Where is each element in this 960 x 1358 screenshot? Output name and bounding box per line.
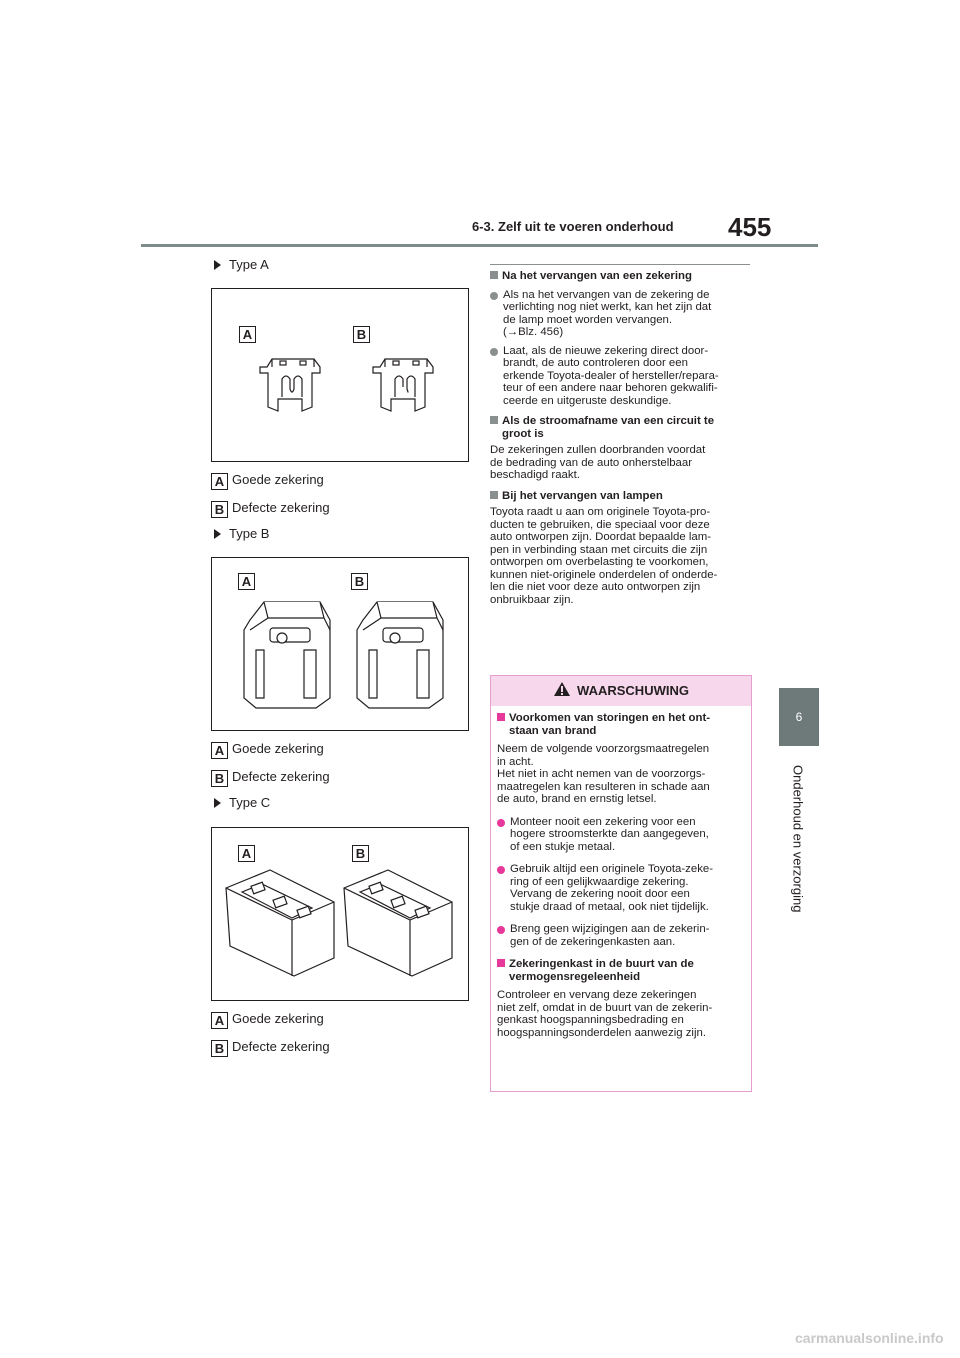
- warning-triangle-icon: [553, 681, 571, 697]
- figure-label-a: A: [239, 326, 256, 343]
- para-lamps: Toyota raadt u aan om originele Toyota-pro- ducten te gebruiken, die speciaal voor deze auto ontworpen zijn. Doordat bepaalde lam- pen in verbinding staan met circuits die zijn ontworpen om overbelasting te voorkomen, kunnen niet-originele onderdelen of onderde- len die niet voor deze auto ontworpen zijn onbruikbaar zijn.: [490, 506, 718, 606]
- legend-bad-text: Defecte zekering: [232, 1039, 330, 1054]
- square-bullet-icon: [497, 713, 505, 721]
- header-rule: [141, 244, 818, 247]
- section-after-replacing: [490, 270, 752, 606]
- bullet-lamp: Als na het vervangen van de zekering de verlichting nog niet werkt, kan het zijn dat de lamp moet worden vervangen. (→Blz. 456): [490, 289, 752, 339]
- warning-header: [491, 676, 751, 706]
- warning-heading-fire: Voorkomen van storingen en het ont- staan van brand: [497, 712, 749, 737]
- legend-b-good: [211, 741, 324, 759]
- figure-label-b: B: [352, 845, 369, 862]
- square-bullet-icon: [490, 416, 498, 424]
- chapter-tab[interactable]: 6: [779, 688, 819, 746]
- legend-bad-text: Defecte zekering: [232, 500, 330, 515]
- warning-box: [490, 675, 752, 1092]
- legend-label-b: B: [211, 1040, 228, 1057]
- type-a-title: Type A: [229, 257, 269, 272]
- warning-bullet-modify: Breng geen wijzigingen aan de zekerin- gen of de zekeringenkasten aan.: [497, 923, 749, 948]
- heading-current-draw: Als de stroomafname van een circuit te groot is: [490, 415, 752, 440]
- square-bullet-icon: [490, 271, 498, 279]
- figure-label-b: B: [351, 573, 368, 590]
- arrow-icon: [214, 260, 221, 270]
- figure-label-b: B: [353, 326, 370, 343]
- fuse-type-c-illustration: [212, 828, 468, 1000]
- para-current-draw: De zekeringen zullen doorbranden voordat de bedrading van de auto onherstelbaar beschadigd raakt.: [490, 444, 706, 481]
- warning-title: WAARSCHUWING: [577, 683, 689, 698]
- section-rule: [490, 264, 750, 265]
- legend-bad-text: Defecte zekering: [232, 769, 330, 784]
- chapter-label-container: [768, 765, 828, 965]
- circle-bullet-icon: [497, 866, 505, 874]
- watermark: carmanualsonline.info: [795, 1330, 944, 1346]
- circle-bullet-icon: [490, 292, 498, 300]
- warning-heading-pcu: Zekeringenkast in de buurt van de vermogensregeleenheid: [497, 958, 749, 983]
- figure-label-a: A: [238, 573, 255, 590]
- page-number: 455: [728, 212, 772, 242]
- square-bullet-icon: [497, 959, 505, 967]
- fuse-type-b-illustration: [212, 558, 468, 730]
- fuse-type-a-illustration: [212, 289, 468, 461]
- legend-b-bad: [211, 769, 330, 787]
- circle-bullet-icon: [497, 926, 505, 934]
- warning-para-precautions: Neem de volgende voorzorgsmaatregelen in acht. Het niet in acht nemen van de voorzorgs- maatregelen kan resulteren in schade aan de auto, brand en ernstig letsel.: [497, 743, 710, 805]
- bullet-dealer: Laat, als de nieuwe zekering direct door- brandt, de auto controleren door een erkende Toyota-dealer of hersteller/repara- teur of een andere naar behoren gekwalifi- ceerde en uitgeruste deskundige.: [490, 345, 752, 408]
- type-c-heading: [214, 795, 270, 810]
- legend-label-a: A: [211, 742, 228, 759]
- legend-good-text: Goede zekering: [232, 472, 324, 487]
- type-b-title: Type B: [229, 526, 270, 541]
- type-a-heading: [214, 257, 269, 272]
- legend-good-text: Goede zekering: [232, 1011, 324, 1026]
- circle-bullet-icon: [490, 348, 498, 356]
- heading-after-replacing: Na het vervangen van een zekering: [490, 270, 752, 283]
- circle-bullet-icon: [497, 819, 505, 827]
- legend-a-bad: [211, 500, 330, 518]
- warning-content: [497, 712, 749, 1039]
- square-bullet-icon: [490, 491, 498, 499]
- legend-label-b: B: [211, 501, 228, 518]
- legend-label-b: B: [211, 770, 228, 787]
- arrow-icon: [214, 798, 221, 808]
- figure-type-b: [211, 557, 469, 731]
- figure-label-a: A: [238, 845, 255, 862]
- figure-type-c: [211, 827, 469, 1001]
- legend-c-bad: [211, 1039, 330, 1057]
- heading-lamps: Bij het vervangen van lampen: [490, 490, 752, 503]
- warning-bullet-genuine: Gebruik altijd een originele Toyota-zeke- ring of een gelijkwaardige zekering. Vervang de zekering nooit door een stukje draad of metaal, ook niet tijdelijk.: [497, 863, 749, 913]
- type-b-heading: [214, 526, 269, 541]
- section-title: 6-3. Zelf uit te voeren onderhoud: [472, 219, 674, 234]
- arrow-icon: [214, 529, 221, 539]
- figure-type-a: [211, 288, 469, 462]
- type-c-title: Type C: [229, 795, 271, 810]
- legend-label-a: A: [211, 1012, 228, 1029]
- legend-good-text: Goede zekering: [232, 741, 324, 756]
- legend-c-good: [211, 1011, 324, 1029]
- chapter-label: Onderhoud en verzorging: [790, 765, 806, 913]
- warning-para-pcu: Controleer en vervang deze zekeringen niet zelf, omdat in de buurt van de zekerin- genkast hoogspanningsbedrading en hoogspanningsonderdelen aanwezig zijn.: [497, 989, 713, 1039]
- warning-bullet-rating: Monteer nooit een zekering voor een hogere stroomsterkte dan aangegeven, of een stukje metaal.: [497, 816, 749, 854]
- legend-label-a: A: [211, 473, 228, 490]
- legend-a-good: [211, 472, 324, 490]
